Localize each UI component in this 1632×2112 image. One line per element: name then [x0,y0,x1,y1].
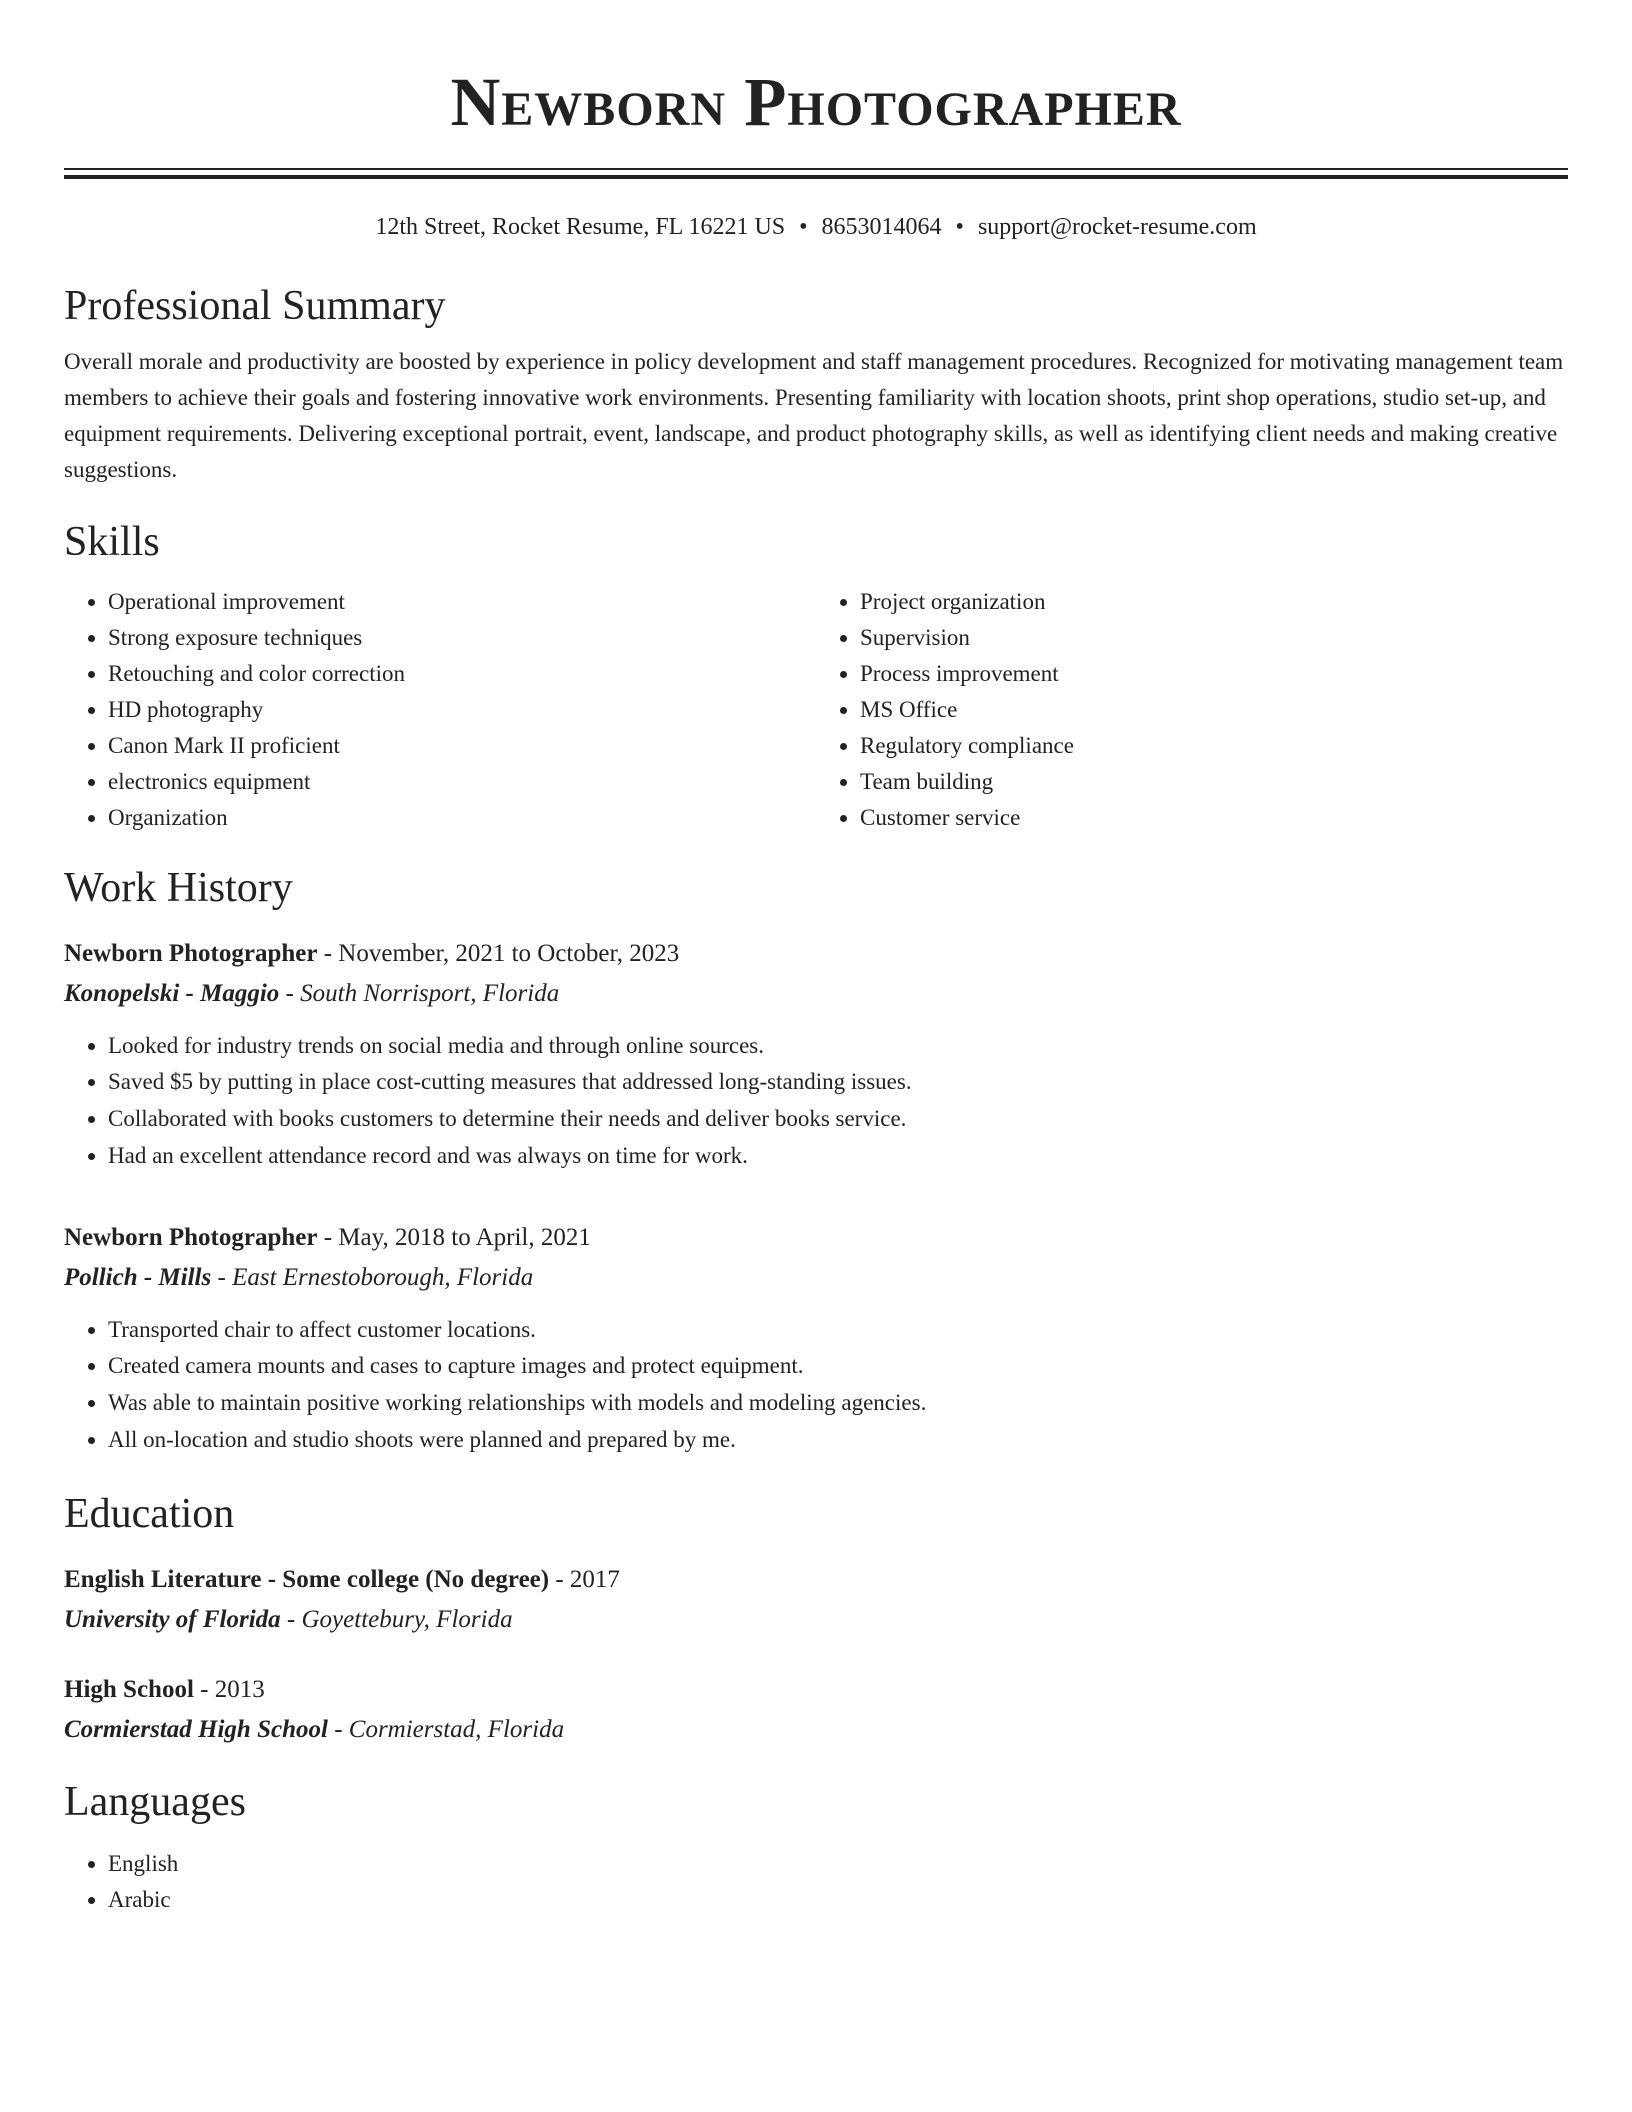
job-duty: • Looked for industry trends on social media and through online sources. [108,1028,1568,1064]
skill-item: • Regulatory compliance [860,728,1568,764]
job-company-line: Konopelski - Maggio - South Norrisport, Florida [64,980,560,1007]
language-item: • Arabic [108,1882,1568,1918]
skill-item: • Organization [108,800,816,836]
languages-heading: Languages [64,1779,246,1825]
education-entry [64,1670,1568,1750]
job-title: Newborn Photographer [64,1224,318,1251]
education-school-line: University of Florida - Goyettebury, Florida [64,1606,513,1633]
education-degree-line: High School - 2013 [64,1676,265,1703]
contact-line [64,212,1568,242]
job-company: Konopelski - Maggio [64,980,280,1007]
job-entry [64,1218,1568,1458]
job-dates: November, 2021 to October, 2023 [338,940,680,967]
education-heading: Education [64,1491,235,1537]
skill-item: • Process improvement [860,656,1568,692]
contact-separator: • [799,214,808,240]
job-duty: • Was able to maintain positive working relationships with models and modeling agencies. [108,1384,1568,1422]
header-divider-thin [64,168,1568,170]
contact-email: support@rocket-resume.com [977,214,1257,240]
language-item: • English [108,1846,1568,1882]
job-company-line: Pollich - Mills - East Ernestoborough, Florida [64,1264,534,1291]
skill-item: • Customer service [860,800,1568,836]
skill-item: • Supervision [860,620,1568,656]
summary-text: Overall morale and productivity are boosted by experience in policy development and staff management procedures. Recognized for motivating management team members to achieve their goals and fostering innovative work environments. Presenting familiarity with location shoots, print shop operations, studio set-up, and equipment requirements. Delivering exceptional portrait, event, landscape, and product photography skills, as well as identifying client needs and making creative suggestions. [64,349,1564,482]
languages-list [64,1846,1568,1918]
job-duties-list [64,1312,1568,1458]
job-duties-list [64,1028,1568,1174]
summary-heading: Professional Summary [64,283,446,329]
job-dates: May, 2018 to April, 2021 [338,1224,591,1251]
skill-item: • Team building [860,764,1568,800]
education-school: University of Florida [64,1606,281,1633]
contact-separator: • [955,214,964,240]
education-location: Cormierstad, Florida [348,1716,565,1743]
job-duty: • Created camera mounts and cases to capture images and protect equipment. [108,1348,1568,1384]
header-divider-thick [64,175,1568,179]
job-title-line: Newborn Photographer - May, 2018 to April, 2021 [64,1224,591,1251]
skills-list-right [816,584,1568,836]
candidate-name: Newborn Photographer [450,64,1182,140]
job-duty: • Collaborated with books customers to determine their needs and deliver books service. [108,1100,1568,1138]
education-degree-line: English Literature - Some college (No degree) - 2017 [64,1566,620,1593]
skills-list-left [64,584,816,836]
education-school: Cormierstad High School [64,1716,328,1743]
job-duty: • Had an excellent attendance record and was always on time for work. [108,1138,1568,1174]
skill-item: • Canon Mark II proficient [108,728,816,764]
education-year: 2013 [214,1676,265,1703]
skill-item: • Strong exposure techniques [108,620,816,656]
skill-item: • HD photography [108,692,816,728]
skills-heading: Skills [64,519,160,565]
job-duty: • Saved $5 by putting in place cost-cutting measures that addressed long-standing issues. [108,1064,1568,1100]
contact-address: 12th Street, Rocket Resume, FL 16221 US [375,214,786,240]
education-location: Goyettebury, Florida [301,1606,513,1633]
skill-item: • MS Office [860,692,1568,728]
job-duty: • Transported chair to affect customer locations. [108,1312,1568,1348]
skill-item: • Retouching and color correction [108,656,816,692]
education-entry [64,1560,1568,1640]
job-location: South Norrisport, Florida [300,980,560,1007]
education-year: 2017 [569,1566,620,1593]
skills-columns [64,584,1568,836]
job-duty: • All on-location and studio shoots were planned and prepared by me. [108,1422,1568,1458]
skill-item: • electronics equipment [108,764,816,800]
education-degree: High School [64,1676,194,1703]
contact-phone: 8653014064 [821,214,942,240]
skill-item: • Project organization [860,584,1568,620]
work-history-heading: Work History [64,865,293,911]
skill-item: • Operational improvement [108,584,816,620]
job-entry [64,934,1568,1174]
job-location: East Ernestoborough, Florida [232,1264,534,1291]
job-company: Pollich - Mills [64,1264,212,1291]
job-title: Newborn Photographer [64,940,318,967]
job-title-line: Newborn Photographer - November, 2021 to October, 2023 [64,940,680,967]
education-degree: English Literature - Some college (No degree) [64,1566,550,1593]
education-school-line: Cormierstad High School - Cormierstad, Florida [64,1716,565,1743]
